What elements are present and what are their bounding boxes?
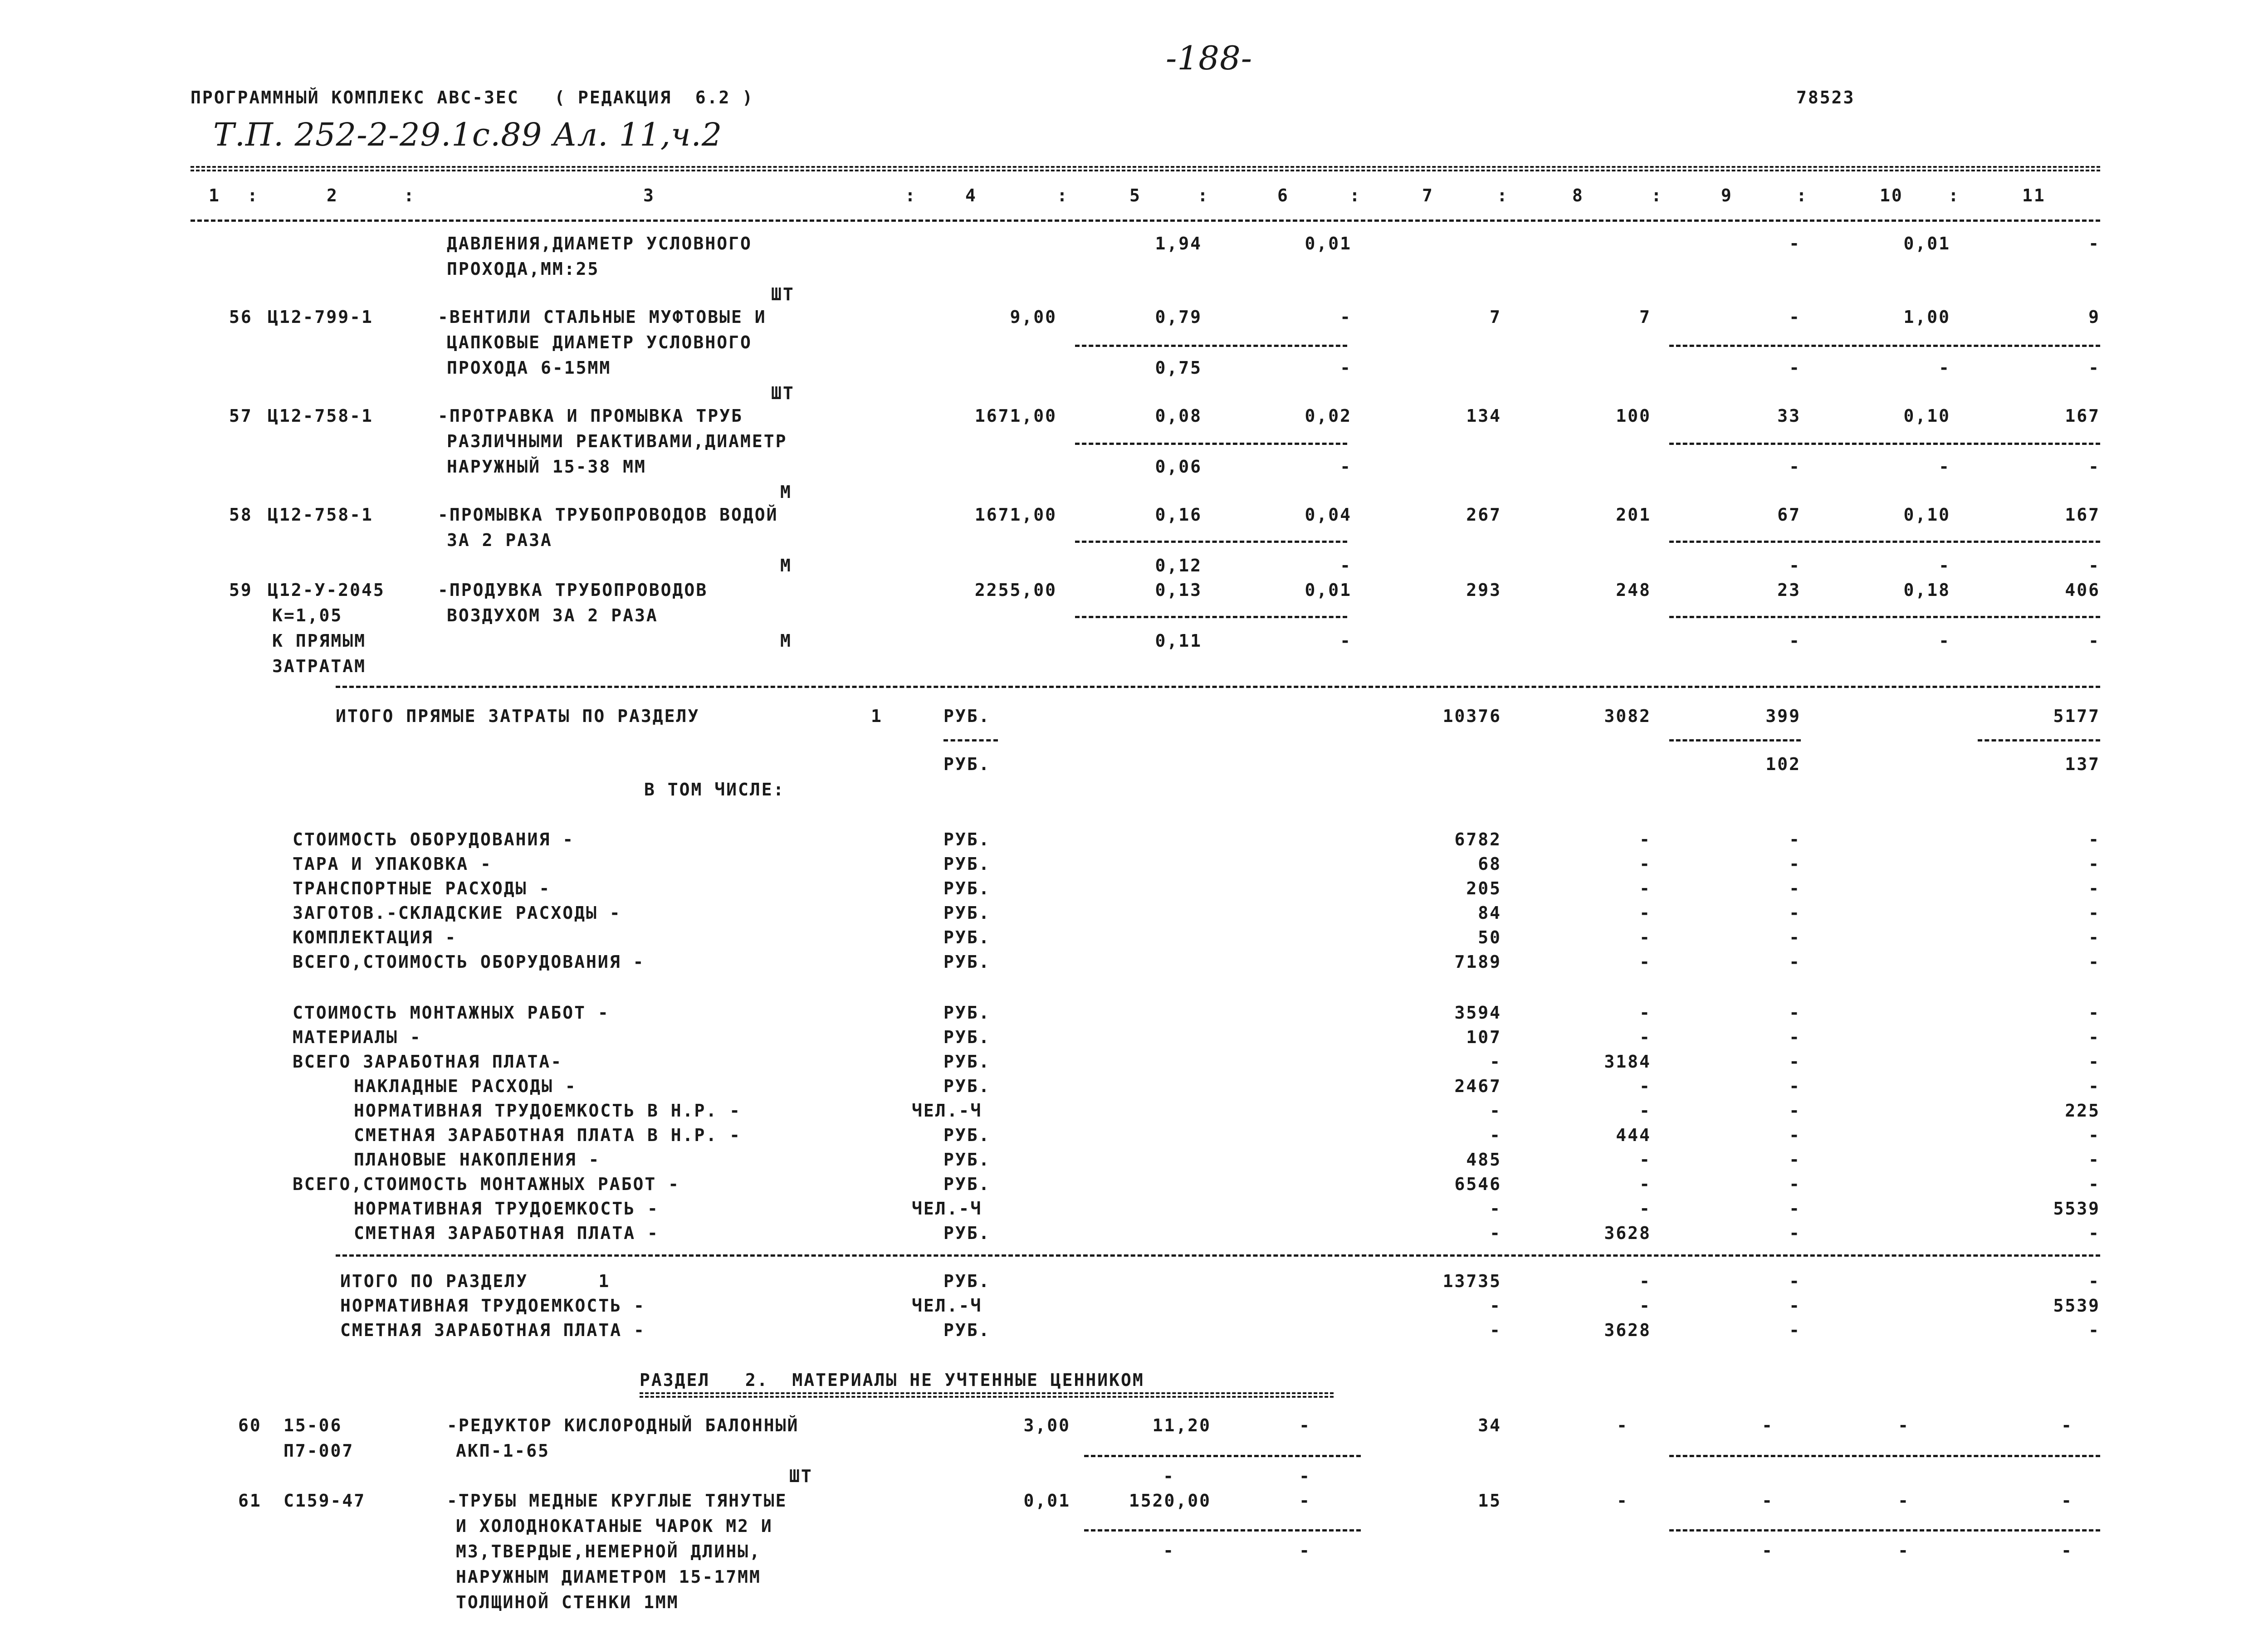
unit: М <box>780 482 792 502</box>
program-title: ПРОГРАММНЫЙ КОМПЛЕКС АВС-3ЕС ( РЕДАКЦИЯ 6.2 ) <box>191 88 754 107</box>
cell-c8: 3628 <box>1604 1223 1651 1243</box>
cell-c10b: - <box>1939 457 1950 477</box>
cell-c9: - <box>1789 1199 1801 1219</box>
cell-c7: 13735 <box>1442 1271 1501 1291</box>
cell-c9b: - <box>1789 457 1801 477</box>
cell-c8: - <box>1617 1491 1628 1511</box>
cell-c8: - <box>1639 829 1651 849</box>
cell-c9: - <box>1789 1174 1801 1194</box>
unit: РУБ. <box>943 1125 991 1145</box>
cell-c8: - <box>1639 1296 1651 1316</box>
cell-c7: 134 <box>1466 406 1501 426</box>
cell-c9: - <box>1789 234 1801 254</box>
item-description: -РЕДУКТОР КИСЛОРОДНЫЙ БАЛОННЫЙ <box>447 1415 799 1435</box>
unit: РУБ. <box>943 927 991 947</box>
cell-c5b: 0,75 <box>1155 358 1202 378</box>
cell-c11b: - <box>2088 556 2100 576</box>
cell-c11: - <box>2088 1223 2100 1243</box>
unit: М <box>780 556 792 576</box>
item-description: -ПРОДУВКА ТРУБОПРОВОДОВ <box>438 580 708 600</box>
cell-c11: - <box>2088 1052 2100 1072</box>
header-bottom-rule <box>191 219 2100 222</box>
row-label: ИТОГО ПО РАЗДЕЛУ 1 <box>340 1271 611 1291</box>
cell-c8: - <box>1639 1271 1651 1291</box>
row-label: ЗАГОТОВ.-СКЛАДСКИЕ РАСХОДЫ - <box>293 903 621 923</box>
unit: ЧЕЛ.-Ч <box>912 1199 982 1219</box>
cell-c8: - <box>1639 1101 1651 1121</box>
item-description: -ТРУБЫ МЕДНЫЕ КРУГЛЫЕ ТЯНУТЫЕ <box>447 1491 787 1511</box>
col-header-3: 3 <box>643 185 655 205</box>
cell-c8: - <box>1639 1150 1651 1170</box>
cell-c10: 0,18 <box>1903 580 1950 600</box>
item-description: РАЗЛИЧНЫМИ РЕАКТИВАМИ,ДИАМЕТР <box>447 431 787 451</box>
row-label: ВСЕГО,СТОИМОСТЬ МОНТАЖНЫХ РАБОТ - <box>293 1174 680 1194</box>
cell-c11: - <box>2088 1076 2100 1096</box>
cell-c10: 0,10 <box>1903 406 1950 426</box>
cell-c8: - <box>1639 952 1651 972</box>
item-description: -ВЕНТИЛИ СТАЛЬНЫЕ МУФТОВЫЕ И <box>438 307 767 327</box>
cell-c11: - <box>2088 1174 2100 1194</box>
cell-divider <box>1075 616 1347 618</box>
unit: РУБ. <box>943 952 991 972</box>
cell-c9: - <box>1789 1003 1801 1023</box>
cell-c9: - <box>1789 903 1801 923</box>
cell-c11: 167 <box>2065 406 2100 426</box>
item-description: АКП-1-65 <box>456 1441 550 1461</box>
cell-divider <box>1075 345 1347 347</box>
document-number: 78523 <box>1796 88 1855 107</box>
cell-c9: - <box>1789 1223 1801 1243</box>
cell-c11: - <box>2088 927 2100 947</box>
cell-c7: 2467 <box>1454 1076 1501 1096</box>
row-number: 56 <box>229 307 253 327</box>
cell-c7: 68 <box>1478 854 1501 874</box>
cell-c7: - <box>1490 1223 1501 1243</box>
col-sep: : <box>905 185 917 205</box>
col-header-1: 1 <box>209 185 220 205</box>
col-header-11: 11 <box>2022 185 2046 205</box>
cell-c11: 5177 <box>2053 706 2100 726</box>
cell-qty: 1671,00 <box>974 406 1057 426</box>
cell-c9: - <box>1789 878 1801 898</box>
cell-c5: 0,13 <box>1155 580 1202 600</box>
unit: РУБ. <box>943 903 991 923</box>
cell-c9: - <box>1789 1027 1801 1047</box>
section-rule <box>336 686 2100 688</box>
row-label: СТОИМОСТЬ МОНТАЖНЫХ РАБОТ - <box>293 1003 610 1023</box>
cell-c9: - <box>1789 1320 1801 1340</box>
header-top-rule <box>191 166 2100 171</box>
cell-divider <box>1075 541 1347 543</box>
cell-divider <box>1669 739 1801 741</box>
row-label: ТАРА И УПАКОВКА - <box>293 854 492 874</box>
cell-c8: 3628 <box>1604 1320 1651 1340</box>
cell-c7: 107 <box>1466 1027 1501 1047</box>
page-number: -188- <box>1166 39 1253 77</box>
unit: РУБ. <box>943 854 991 874</box>
cell-c11: - <box>2088 878 2100 898</box>
cell-divider <box>1084 1529 1361 1532</box>
item-code: Ц12-У-2045 <box>268 580 385 600</box>
cell-c9: - <box>1789 952 1801 972</box>
item-code: Ц12-758-1 <box>268 505 373 525</box>
row-label: ПЛАНОВЫЕ НАКОПЛЕНИЯ - <box>354 1150 601 1170</box>
cell-c7: - <box>1490 1101 1501 1121</box>
col-header-2: 2 <box>327 185 338 205</box>
cell-c7: 3594 <box>1454 1003 1501 1023</box>
direct-costs-section: 1 <box>871 706 883 726</box>
row-label: ВСЕГО ЗАРАБОТНАЯ ПЛАТА- <box>293 1052 563 1072</box>
cell-c8: 100 <box>1616 406 1651 426</box>
cell-c9b: - <box>1789 631 1801 651</box>
row-label: СМЕТНАЯ ЗАРАБОТНАЯ ПЛАТА - <box>340 1320 645 1340</box>
cell-c11: - <box>2088 829 2100 849</box>
cell-c10: 0,01 <box>1903 234 1950 254</box>
cell-c6b: - <box>1299 1466 1311 1486</box>
cell-c11: - <box>2088 1003 2100 1023</box>
cell-c11: - <box>2088 1125 2100 1145</box>
row-number: 57 <box>229 406 253 426</box>
cell-c11: - <box>2088 854 2100 874</box>
cell-c8: - <box>1639 1027 1651 1047</box>
coefficient-note: ЗАТРАТАМ <box>272 656 367 676</box>
cell-qty: 1671,00 <box>974 505 1057 525</box>
item-description: ДАВЛЕНИЯ,ДИАМЕТР УСЛОВНОГО <box>447 234 752 254</box>
direct-costs-label: ИТОГО ПРЯМЫЕ ЗАТРАТЫ ПО РАЗДЕЛУ <box>336 706 700 726</box>
row-label: ТРАНСПОРТНЫЕ РАСХОДЫ - <box>293 878 551 898</box>
cell-c7: 485 <box>1466 1150 1501 1170</box>
item-description: НАРУЖНЫЙ 15-38 ММ <box>447 457 646 477</box>
cell-c7: - <box>1490 1125 1501 1145</box>
cell-c11: - <box>2088 1150 2100 1170</box>
unit: РУБ. <box>943 829 991 849</box>
cell-c10b: - <box>1898 1541 1910 1561</box>
cell-c7: 7189 <box>1454 952 1501 972</box>
cell-c11b: 137 <box>2065 754 2100 774</box>
cell-c5b: - <box>1163 1466 1175 1486</box>
cell-c10: 1,00 <box>1903 307 1950 327</box>
cell-c8: - <box>1639 903 1651 923</box>
col-header-8: 8 <box>1572 185 1584 205</box>
cell-c11: - <box>2088 234 2100 254</box>
unit: РУБ. <box>943 1150 991 1170</box>
coefficient-note: К ПРЯМЫМ <box>272 631 367 651</box>
section-rule <box>336 1254 2100 1257</box>
cell-c5: 0,79 <box>1155 307 1202 327</box>
cell-qty: 9,00 <box>1010 307 1057 327</box>
row-label: СМЕТНАЯ ЗАРАБОТНАЯ ПЛАТА - <box>354 1223 659 1243</box>
cell-c8: - <box>1639 878 1651 898</box>
cell-c10b: - <box>1939 556 1950 576</box>
col-sep: : <box>1948 185 1960 205</box>
row-label: СМЕТНАЯ ЗАРАБОТНАЯ ПЛАТА В Н.Р. - <box>354 1125 741 1145</box>
item-description: ЗА 2 РАЗА <box>447 530 552 550</box>
item-description: ВОЗДУХОМ ЗА 2 РАЗА <box>447 605 658 625</box>
row-label: ВСЕГО,СТОИМОСТЬ ОБОРУДОВАНИЯ - <box>293 952 645 972</box>
row-label: НАКЛАДНЫЕ РАСХОДЫ - <box>354 1076 577 1096</box>
cell-c9b: 102 <box>1765 754 1801 774</box>
cell-c7: 34 <box>1478 1415 1501 1435</box>
cell-c11b: - <box>2088 631 2100 651</box>
item-description: М3,ТВЕРДЫЕ,НЕМЕРНОЙ ДЛИНЫ, <box>456 1541 761 1561</box>
cell-c8: - <box>1639 1003 1651 1023</box>
cell-c8: 3184 <box>1604 1052 1651 1072</box>
cell-c11: - <box>2088 1027 2100 1047</box>
row-number: 58 <box>229 505 253 525</box>
cell-c8: - <box>1639 927 1651 947</box>
cell-c10: - <box>1898 1415 1910 1435</box>
cell-c9: - <box>1789 1296 1801 1316</box>
row-label: КОМПЛЕКТАЦИЯ - <box>293 927 457 947</box>
including-heading: В ТОМ ЧИСЛЕ: <box>644 780 785 800</box>
cell-divider <box>1075 443 1347 445</box>
unit: РУБ. <box>943 1076 991 1096</box>
cell-c8: 444 <box>1616 1125 1651 1145</box>
item-description: И ХОЛОДНОКАТАНЫЕ ЧАРОК М2 И <box>456 1516 773 1536</box>
item-code: Ц12-799-1 <box>268 307 373 327</box>
item-description: -ПРОМЫВКА ТРУБОПРОВОДОВ ВОДОЙ <box>438 505 778 525</box>
col-sep: : <box>1651 185 1663 205</box>
cell-c8: - <box>1639 1174 1651 1194</box>
col-header-4: 4 <box>965 185 977 205</box>
item-description: ЦАПКОВЫЕ ДИАМЕТР УСЛОВНОГО <box>447 332 752 352</box>
cell-c9: 23 <box>1777 580 1801 600</box>
row-number: 61 <box>238 1491 262 1511</box>
cell-qty: 0,01 <box>1023 1491 1070 1511</box>
cell-c6b: - <box>1340 556 1352 576</box>
cell-c10b: - <box>1939 631 1950 651</box>
item-description: -ПРОТРАВКА И ПРОМЫВКА ТРУБ <box>438 406 743 426</box>
cell-c6: - <box>1340 307 1352 327</box>
cell-c7: 267 <box>1466 505 1501 525</box>
cell-c7: - <box>1490 1296 1501 1316</box>
item-description: ПРОХОДА 6-15ММ <box>447 358 611 378</box>
cell-c8: 7 <box>1639 307 1651 327</box>
cell-c11: - <box>2061 1491 2073 1511</box>
cell-c8: 3082 <box>1604 706 1651 726</box>
cell-divider <box>1084 1455 1361 1457</box>
unit: ЧЕЛ.-Ч <box>912 1101 982 1121</box>
cell-c9: - <box>1789 307 1801 327</box>
unit: РУБ. <box>943 1174 991 1194</box>
unit: РУБ. <box>943 1027 991 1047</box>
cell-c6: - <box>1299 1415 1311 1435</box>
item-code: П7-007 <box>284 1441 354 1461</box>
unit: ШТ <box>771 284 795 304</box>
cell-c9: - <box>1762 1491 1774 1511</box>
cell-c5: 1,94 <box>1155 234 1202 254</box>
cell-c11: - <box>2061 1415 2073 1435</box>
cell-c6: 0,01 <box>1305 580 1352 600</box>
cell-c9: - <box>1789 854 1801 874</box>
cell-c7: - <box>1490 1320 1501 1340</box>
cell-c11: 406 <box>2065 580 2100 600</box>
cell-c6: 0,04 <box>1305 505 1352 525</box>
unit: М <box>780 631 792 651</box>
section-2-underline <box>640 1392 1334 1398</box>
cell-c7: 7 <box>1490 307 1501 327</box>
cell-c7: 205 <box>1466 878 1501 898</box>
cell-c6b: - <box>1340 457 1352 477</box>
col-header-7: 7 <box>1422 185 1434 205</box>
cell-c9: - <box>1789 1101 1801 1121</box>
cell-c11: - <box>2088 903 2100 923</box>
cell-c6b: - <box>1340 631 1352 651</box>
item-description: ПРОХОДА,ММ:25 <box>447 259 600 279</box>
unit: РУБ. <box>943 1223 991 1243</box>
cell-c11b: - <box>2088 457 2100 477</box>
unit: РУБ. <box>943 1271 991 1291</box>
cell-c11: 167 <box>2065 505 2100 525</box>
cell-c11: - <box>2088 1320 2100 1340</box>
cell-c7: 15 <box>1478 1491 1501 1511</box>
cell-c9: - <box>1789 829 1801 849</box>
cell-c11: 225 <box>2065 1101 2100 1121</box>
cell-c9: - <box>1789 1150 1801 1170</box>
cell-c9: - <box>1762 1415 1774 1435</box>
row-label: НОРМАТИВНАЯ ТРУДОЕМКОСТЬ - <box>340 1296 645 1316</box>
unit: РУБ. <box>943 878 991 898</box>
cell-c5: 0,16 <box>1155 505 1202 525</box>
col-header-5: 5 <box>1129 185 1141 205</box>
col-sep: : <box>404 185 415 205</box>
col-sep: : <box>1349 185 1361 205</box>
cell-qty: 3,00 <box>1023 1415 1070 1435</box>
item-code: Ц12-758-1 <box>268 406 373 426</box>
cell-divider <box>1669 443 2100 445</box>
unit: РУБ. <box>943 706 991 726</box>
cell-c10: 0,10 <box>1903 505 1950 525</box>
cell-divider <box>1978 739 2100 741</box>
col-sep: : <box>247 185 259 205</box>
row-label: НОРМАТИВНАЯ ТРУДОЕМКОСТЬ - <box>354 1199 659 1219</box>
col-sep: : <box>1497 185 1509 205</box>
cell-c9: - <box>1789 1125 1801 1145</box>
unit: ШТ <box>771 383 795 403</box>
cell-c6b: - <box>1299 1541 1311 1561</box>
row-number: 59 <box>229 580 253 600</box>
cell-c11b: - <box>2061 1541 2073 1561</box>
item-code: 15-06 <box>284 1415 342 1435</box>
row-label: НОРМАТИВНАЯ ТРУДОЕМКОСТЬ В Н.Р. - <box>354 1101 741 1121</box>
cell-c9b: - <box>1789 358 1801 378</box>
cell-divider <box>1669 1529 2100 1532</box>
coefficient-note: К=1,05 <box>272 605 343 625</box>
item-description: НАРУЖНЫМ ДИАМЕТРОМ 15-17ММ <box>456 1567 761 1587</box>
cell-c10b: - <box>1939 358 1950 378</box>
col-sep: : <box>1198 185 1209 205</box>
cell-c6: 0,02 <box>1305 406 1352 426</box>
item-code: С159-47 <box>284 1491 366 1511</box>
cell-c6: - <box>1299 1491 1311 1511</box>
cell-qty: 2255,00 <box>974 580 1057 600</box>
row-label: СТОИМОСТЬ ОБОРУДОВАНИЯ - <box>293 829 575 849</box>
col-header-6: 6 <box>1277 185 1289 205</box>
cell-c9: 33 <box>1777 406 1801 426</box>
cell-c6: 0,01 <box>1305 234 1352 254</box>
cell-c11b: - <box>2088 358 2100 378</box>
row-number: 60 <box>238 1415 262 1435</box>
col-sep: : <box>1057 185 1069 205</box>
cell-c11: 9 <box>2088 307 2100 327</box>
cell-divider <box>1669 541 2100 543</box>
col-header-10: 10 <box>1880 185 1903 205</box>
cell-c8: 248 <box>1616 580 1651 600</box>
cell-c11: - <box>2088 1271 2100 1291</box>
cell-c5b: 0,12 <box>1155 556 1202 576</box>
cell-c10: - <box>1898 1491 1910 1511</box>
cell-c9: - <box>1789 927 1801 947</box>
cell-c5b: - <box>1163 1541 1175 1561</box>
col-sep: : <box>1796 185 1808 205</box>
cell-c5: 0,08 <box>1155 406 1202 426</box>
unit: РУБ. <box>943 754 991 774</box>
cell-c7: 10376 <box>1442 706 1501 726</box>
item-description: ТОЛЩИНОЙ СТЕНКИ 1ММ <box>456 1592 679 1612</box>
cell-c8: - <box>1617 1415 1628 1435</box>
unit: РУБ. <box>943 1320 991 1340</box>
cell-c8: 201 <box>1616 505 1651 525</box>
unit: РУБ. <box>943 1052 991 1072</box>
col-header-9: 9 <box>1721 185 1733 205</box>
cell-c8: - <box>1639 1199 1651 1219</box>
cell-c7: 84 <box>1478 903 1501 923</box>
cell-c11: - <box>2088 952 2100 972</box>
unit: ЧЕЛ.-Ч <box>912 1296 982 1316</box>
cell-c7: 6782 <box>1454 829 1501 849</box>
cell-c9b: - <box>1789 556 1801 576</box>
cell-c9: - <box>1789 1271 1801 1291</box>
cell-divider <box>943 739 998 741</box>
cell-c7: - <box>1490 1052 1501 1072</box>
cell-c7: 293 <box>1466 580 1501 600</box>
cell-c9: 67 <box>1777 505 1801 525</box>
cell-c9: - <box>1789 1052 1801 1072</box>
unit: ШТ <box>789 1466 813 1486</box>
row-label: МАТЕРИАЛЫ - <box>293 1027 422 1047</box>
cell-divider <box>1669 345 2100 347</box>
cell-c8: - <box>1639 1076 1651 1096</box>
cell-divider <box>1669 616 2100 618</box>
cell-c7: 50 <box>1478 927 1501 947</box>
cell-c9b: - <box>1762 1541 1774 1561</box>
cell-c9: - <box>1789 1076 1801 1096</box>
handwritten-reference: Т.П. 252-2-29.1с.89 Ал. 11,ч.2 <box>213 116 723 153</box>
cell-c11: 5539 <box>2053 1296 2100 1316</box>
cell-c5b: 0,11 <box>1155 631 1202 651</box>
cell-c8: - <box>1639 854 1651 874</box>
unit: РУБ. <box>943 1003 991 1023</box>
section-2-title: РАЗДЕЛ 2. МАТЕРИАЛЫ НЕ УЧТЕННЫЕ ЦЕННИКОМ <box>640 1370 1144 1390</box>
cell-c7: 6546 <box>1454 1174 1501 1194</box>
cell-c7: - <box>1490 1199 1501 1219</box>
cell-c6b: - <box>1340 358 1352 378</box>
cell-c5: 1520,00 <box>1129 1491 1211 1511</box>
cell-divider <box>1669 1455 2100 1457</box>
cell-c11: 5539 <box>2053 1199 2100 1219</box>
cell-c5b: 0,06 <box>1155 457 1202 477</box>
cell-c9: 399 <box>1765 706 1801 726</box>
cell-c5: 11,20 <box>1152 1415 1211 1435</box>
